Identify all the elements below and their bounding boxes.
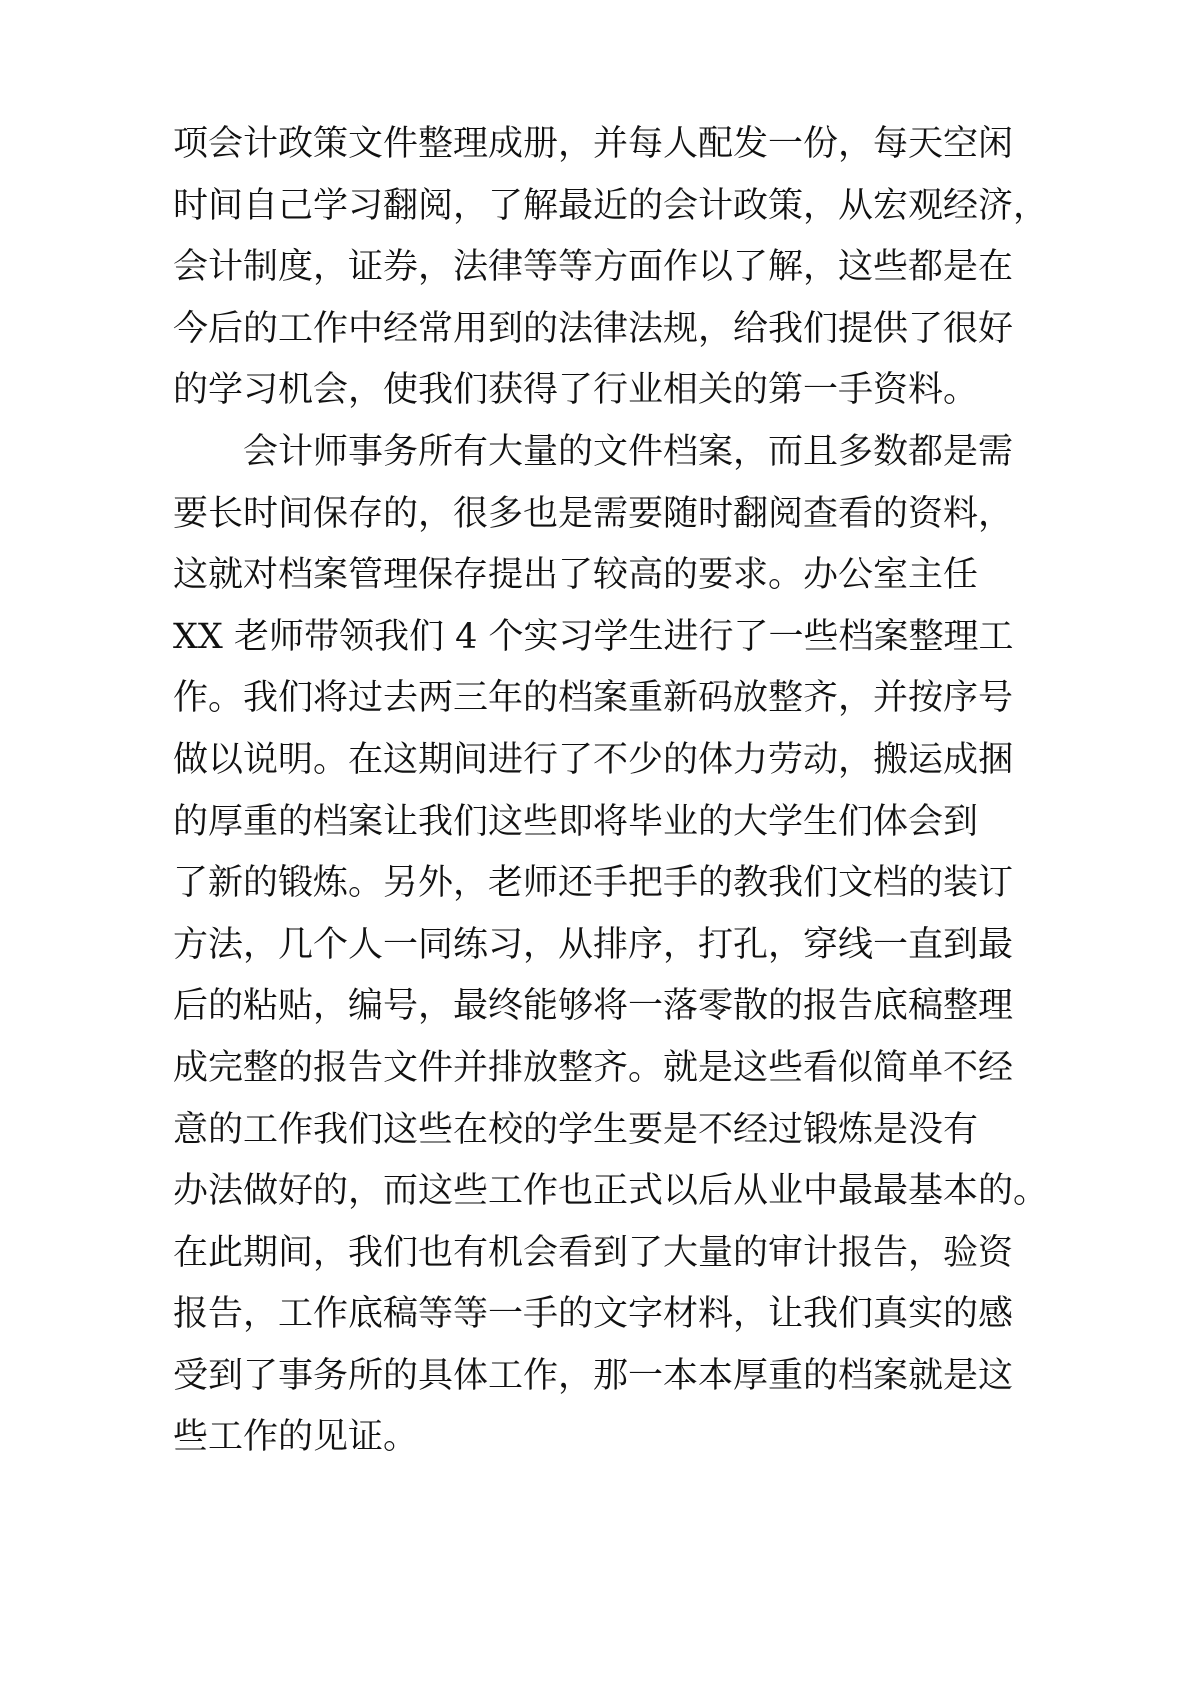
text-line-9: XX 老师带领我们 4 个实习学生进行了一些档案整理工 <box>173 616 1014 657</box>
text-line-8: 这就对档案管理保存提出了较高的要求。办公室主任 <box>173 555 979 596</box>
text-line-5: 的学习机会，使我们获得了行业相关的第一手资料。 <box>173 370 979 411</box>
text-line-4: 今后的工作中经常用到的法律法规，给我们提供了很好 <box>173 308 1014 349</box>
text-line-12: 的厚重的档案让我们这些即将毕业的大学生们体会到 <box>173 801 979 842</box>
text-line-7: 要长时间保存的，很多也是需要随时翻阅查看的资料， <box>173 493 1014 534</box>
text-line-3: 会计制度，证券，法律等等方面作以了解，这些都是在 <box>173 247 1014 288</box>
text-line-11: 做以说明。在这期间进行了不少的体力劳动，搬运成捆 <box>173 739 1014 780</box>
text-line-18: 办法做好的，而这些工作也正式以后从业中最最基本的。 <box>173 1171 1049 1212</box>
text-line-16: 成完整的报告文件并排放整齐。就是这些看似简单不经 <box>173 1047 1014 1088</box>
text-line-22: 些工作的见证。 <box>173 1417 419 1458</box>
text-line-2: 时间自己学习翻阅，了解最近的会计政策，从宏观经济， <box>173 185 1049 226</box>
text-line-20: 报告，工作底稿等等一手的文字材料，让我们真实的感 <box>173 1294 1014 1335</box>
text-line-21: 受到了事务所的具体工作，那一本本厚重的档案就是这 <box>173 1355 1014 1396</box>
text-line-19: 在此期间，我们也有机会看到了大量的审计报告，验资 <box>173 1232 1014 1273</box>
text-line-10: 作。我们将过去两三年的档案重新码放整齐，并按序号 <box>173 678 1014 719</box>
text-line-1: 项会计政策文件整理成册，并每人配发一份，每天空闲 <box>173 124 1014 164</box>
text-line-15: 后的粘贴，编号，最终能够将一落零散的报告底稿整理 <box>173 986 1014 1027</box>
text-line-13: 了新的锻炼。另外，老师还手把手的教我们文档的装订 <box>173 863 1014 904</box>
text-line-14: 方法，几个人一同练习，从排序，打孔，穿线一直到最 <box>173 924 1014 965</box>
document-body-text <box>173 114 1103 1469</box>
paragraph-2-first-line: 会计师事务所有大量的文件档案，而且多数都是需 <box>243 431 1014 472</box>
text-line-17: 意的工作我们这些在校的学生要是不经过锻炼是没有 <box>173 1109 979 1150</box>
